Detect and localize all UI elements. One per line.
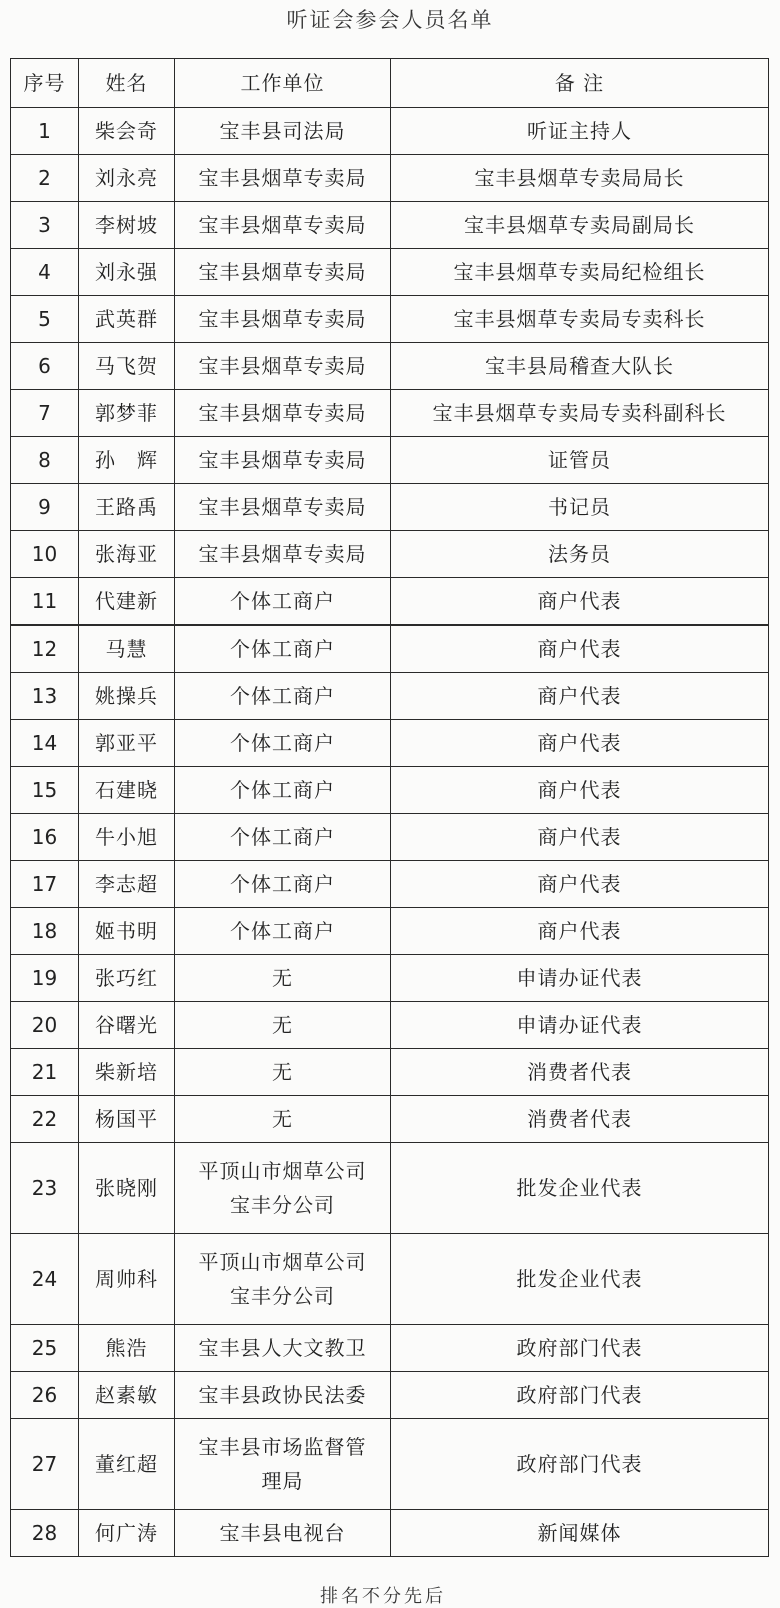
- row-unit-line: 个体工商户: [230, 919, 335, 943]
- row-index: 16: [11, 814, 79, 861]
- table-row: [11, 1143, 769, 1234]
- header-note: 备 注: [391, 59, 769, 108]
- row-index: 18: [11, 908, 79, 955]
- row-unit: [175, 249, 391, 296]
- table-row: [11, 861, 769, 908]
- row-name: 姚操兵: [79, 673, 175, 720]
- row-index: 2: [11, 155, 79, 202]
- table-row: [11, 625, 769, 673]
- table-row: [11, 390, 769, 437]
- row-index: 1: [11, 108, 79, 155]
- table-row: [11, 202, 769, 249]
- row-note: 商户代表: [391, 673, 769, 720]
- table-row: [11, 1372, 769, 1419]
- row-unit: [175, 531, 391, 578]
- row-note: 商户代表: [391, 720, 769, 767]
- table-row: [11, 1325, 769, 1372]
- row-note: 申请办证代表: [391, 1002, 769, 1049]
- table-row: [11, 155, 769, 202]
- table-row: [11, 814, 769, 861]
- row-name: 张晓刚: [79, 1143, 175, 1234]
- row-index: 23: [11, 1143, 79, 1234]
- row-unit: [175, 1325, 391, 1372]
- row-unit: [175, 1096, 391, 1143]
- row-name: 张巧红: [79, 955, 175, 1002]
- table-row: [11, 578, 769, 626]
- row-unit: [175, 625, 391, 673]
- header-name: 姓名: [79, 59, 175, 108]
- row-unit: [175, 484, 391, 531]
- row-unit: [175, 390, 391, 437]
- row-name: 马飞贺: [79, 343, 175, 390]
- row-note: 申请办证代表: [391, 955, 769, 1002]
- row-unit-line: 宝丰县烟草专卖局: [198, 354, 367, 378]
- row-unit-line: 平顶山市烟草公司: [198, 1250, 367, 1274]
- table-row: [11, 531, 769, 578]
- row-name: 李树坡: [79, 202, 175, 249]
- row-note: 政府部门代表: [391, 1372, 769, 1419]
- row-unit: [175, 861, 391, 908]
- row-unit-line: 理局: [261, 1469, 304, 1493]
- row-unit-line: 宝丰县烟草专卖局: [198, 166, 367, 190]
- row-name: 李志超: [79, 861, 175, 908]
- row-name: 董红超: [79, 1419, 175, 1510]
- row-unit: [175, 1372, 391, 1419]
- row-index: 25: [11, 1325, 79, 1372]
- row-index: 26: [11, 1372, 79, 1419]
- table-row: [11, 1096, 769, 1143]
- row-note: 商户代表: [391, 767, 769, 814]
- row-name: 杨国平: [79, 1096, 175, 1143]
- row-unit: [175, 720, 391, 767]
- table-row: [11, 955, 769, 1002]
- row-name: 何广涛: [79, 1510, 175, 1557]
- row-unit: [175, 767, 391, 814]
- row-index: 14: [11, 720, 79, 767]
- row-unit-line: 个体工商户: [230, 872, 335, 896]
- row-name: 郭亚平: [79, 720, 175, 767]
- row-name: 马慧: [79, 625, 175, 673]
- row-index: 4: [11, 249, 79, 296]
- table-row: [11, 249, 769, 296]
- row-note: 宝丰县烟草专卖局副局长: [391, 202, 769, 249]
- row-note: 批发企业代表: [391, 1234, 769, 1325]
- row-note: 政府部门代表: [391, 1419, 769, 1510]
- row-unit-line: 个体工商户: [230, 637, 335, 661]
- row-name: 熊浩: [79, 1325, 175, 1372]
- row-unit: [175, 1419, 391, 1510]
- table-row: [11, 1002, 769, 1049]
- table-row: [11, 1234, 769, 1325]
- row-name: 孙 辉: [79, 437, 175, 484]
- row-unit-line: 宝丰县烟草专卖局: [198, 213, 367, 237]
- row-note: 消费者代表: [391, 1096, 769, 1143]
- row-index: 5: [11, 296, 79, 343]
- attendee-table: [10, 58, 769, 1557]
- row-unit: [175, 1510, 391, 1557]
- row-unit-line: 宝丰县烟草专卖局: [198, 260, 367, 284]
- row-unit-line: 个体工商户: [230, 778, 335, 802]
- header-index: 序号: [11, 59, 79, 108]
- row-unit: [175, 343, 391, 390]
- table-row: [11, 673, 769, 720]
- row-index: 15: [11, 767, 79, 814]
- row-index: 24: [11, 1234, 79, 1325]
- row-unit-line: 宝丰县烟草专卖局: [198, 401, 367, 425]
- row-unit-line: 宝丰县人大文教卫: [198, 1336, 367, 1360]
- row-note: 宝丰县烟草专卖局局长: [391, 155, 769, 202]
- row-index: 19: [11, 955, 79, 1002]
- row-unit-line: 宝丰县烟草专卖局: [198, 307, 367, 331]
- row-index: 17: [11, 861, 79, 908]
- row-unit-line: 个体工商户: [230, 589, 335, 613]
- row-note: 消费者代表: [391, 1049, 769, 1096]
- row-unit-line: 无: [272, 966, 293, 990]
- row-name: 刘永亮: [79, 155, 175, 202]
- table-row: [11, 484, 769, 531]
- row-name: 郭梦菲: [79, 390, 175, 437]
- table-row: [11, 1049, 769, 1096]
- row-unit: [175, 955, 391, 1002]
- row-name: 代建新: [79, 578, 175, 626]
- row-note: 批发企业代表: [391, 1143, 769, 1234]
- row-unit-line: 宝丰分公司: [230, 1284, 335, 1308]
- table-header-row: [11, 59, 769, 108]
- table-row: [11, 296, 769, 343]
- row-unit-line: 个体工商户: [230, 684, 335, 708]
- row-note: 宝丰县烟草专卖局纪检组长: [391, 249, 769, 296]
- row-index: 8: [11, 437, 79, 484]
- row-name: 武英群: [79, 296, 175, 343]
- table-row: [11, 767, 769, 814]
- row-index: 11: [11, 578, 79, 626]
- row-unit-line: 宝丰县电视台: [219, 1521, 346, 1545]
- table-body: [11, 108, 769, 1557]
- row-name: 赵素敏: [79, 1372, 175, 1419]
- row-index: 13: [11, 673, 79, 720]
- row-unit: [175, 437, 391, 484]
- row-name: 王路禹: [79, 484, 175, 531]
- table-row: [11, 720, 769, 767]
- row-unit-line: 宝丰县烟草专卖局: [198, 495, 367, 519]
- row-index: 6: [11, 343, 79, 390]
- row-note: 宝丰县烟草专卖局专卖科长: [391, 296, 769, 343]
- row-unit: [175, 108, 391, 155]
- row-unit-line: 宝丰县政协民法委: [198, 1383, 367, 1407]
- header-unit: 工作单位: [175, 59, 391, 108]
- footer-note: 排名不分先后: [320, 1586, 446, 1607]
- row-note: 听证主持人: [391, 108, 769, 155]
- row-unit: [175, 202, 391, 249]
- row-name: 姬书明: [79, 908, 175, 955]
- row-note: 商户代表: [391, 814, 769, 861]
- row-note: 商户代表: [391, 625, 769, 673]
- row-index: 27: [11, 1419, 79, 1510]
- row-unit: [175, 814, 391, 861]
- row-note: 商户代表: [391, 908, 769, 955]
- row-note: 商户代表: [391, 861, 769, 908]
- row-unit-line: 宝丰县司法局: [219, 119, 346, 143]
- row-note: 政府部门代表: [391, 1325, 769, 1372]
- document-title: 听证会参会人员名单: [286, 8, 494, 32]
- row-note: 宝丰县烟草专卖局专卖科副科长: [391, 390, 769, 437]
- row-index: 21: [11, 1049, 79, 1096]
- table-row: [11, 437, 769, 484]
- row-index: 7: [11, 390, 79, 437]
- row-index: 22: [11, 1096, 79, 1143]
- row-index: 9: [11, 484, 79, 531]
- row-index: 3: [11, 202, 79, 249]
- row-index: 20: [11, 1002, 79, 1049]
- row-unit: [175, 908, 391, 955]
- row-note: 书记员: [391, 484, 769, 531]
- row-unit: [175, 1002, 391, 1049]
- table-row: [11, 1510, 769, 1557]
- row-unit: [175, 673, 391, 720]
- row-unit-line: 个体工商户: [230, 825, 335, 849]
- row-note: 新闻媒体: [391, 1510, 769, 1557]
- row-index: 28: [11, 1510, 79, 1557]
- row-unit: [175, 1143, 391, 1234]
- row-unit-line: 平顶山市烟草公司: [198, 1159, 367, 1183]
- row-unit-line: 宝丰县烟草专卖局: [198, 448, 367, 472]
- row-name: 牛小旭: [79, 814, 175, 861]
- row-index: 10: [11, 531, 79, 578]
- table-row: [11, 343, 769, 390]
- row-unit-line: 宝丰县烟草专卖局: [198, 542, 367, 566]
- row-name: 柴新培: [79, 1049, 175, 1096]
- row-unit-line: 无: [272, 1107, 293, 1131]
- row-name: 周帅科: [79, 1234, 175, 1325]
- row-unit-line: 无: [272, 1060, 293, 1084]
- row-unit-line: 个体工商户: [230, 731, 335, 755]
- row-unit: [175, 1234, 391, 1325]
- table-row: [11, 1419, 769, 1510]
- row-unit: [175, 578, 391, 626]
- row-name: 谷曙光: [79, 1002, 175, 1049]
- row-name: 刘永强: [79, 249, 175, 296]
- table-row: [11, 108, 769, 155]
- row-note: 宝丰县局稽查大队长: [391, 343, 769, 390]
- row-unit: [175, 1049, 391, 1096]
- row-note: 证管员: [391, 437, 769, 484]
- row-note: 法务员: [391, 531, 769, 578]
- row-name: 石建晓: [79, 767, 175, 814]
- row-index: 12: [11, 625, 79, 673]
- row-unit-line: 无: [272, 1013, 293, 1037]
- row-note: 商户代表: [391, 578, 769, 626]
- row-unit: [175, 296, 391, 343]
- row-unit: [175, 155, 391, 202]
- row-name: 张海亚: [79, 531, 175, 578]
- table-row: [11, 908, 769, 955]
- row-name: 柴会奇: [79, 108, 175, 155]
- row-unit-line: 宝丰分公司: [230, 1193, 335, 1217]
- row-unit-line: 宝丰县市场监督管: [198, 1435, 367, 1459]
